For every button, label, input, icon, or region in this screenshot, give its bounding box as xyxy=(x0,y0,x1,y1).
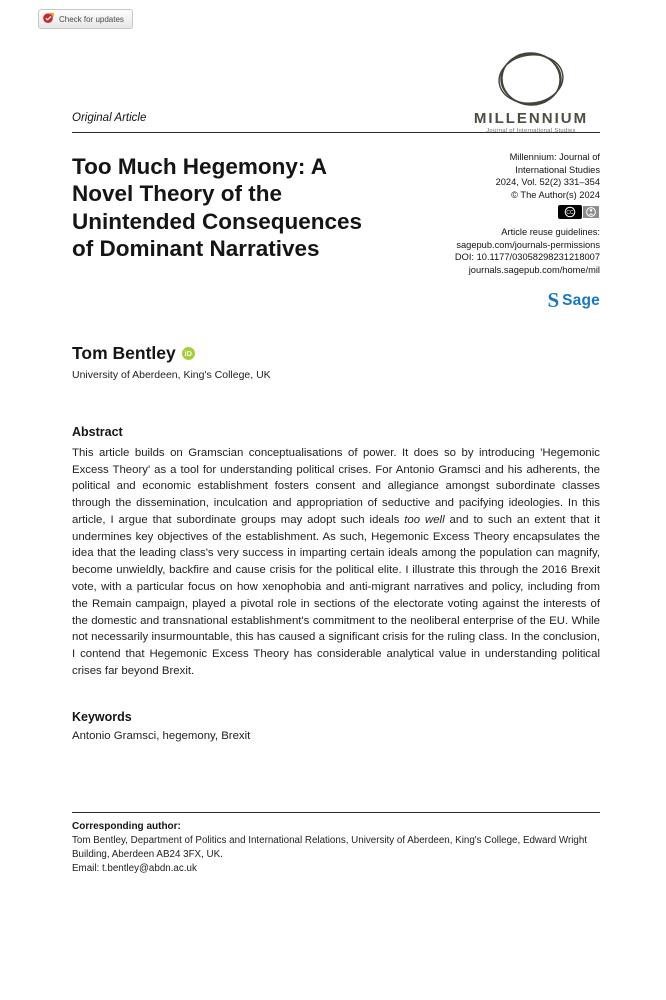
article-title: Too Much Hegemony: A Novel Theory of the Unintended Consequences of Dominant Narratives xyxy=(72,154,363,262)
meta-reuse-guidelines: Article reuse guidelines: xyxy=(501,227,600,238)
article-type-label: Original Article xyxy=(72,112,147,124)
keywords-heading: Keywords xyxy=(72,709,132,724)
check-for-updates-button[interactable] xyxy=(38,9,133,29)
keywords-section xyxy=(72,710,600,742)
millennium-logo xyxy=(456,50,606,134)
journal-logo-subtitle: Journal of International Studies xyxy=(486,128,576,134)
meta-homepage-link[interactable]: journals.sagepub.com/home/mil xyxy=(468,265,600,276)
meta-journal-name-2: International Studies xyxy=(515,164,600,175)
svg-text:CC: CC xyxy=(566,209,574,216)
author-block xyxy=(72,343,600,381)
crossmark-icon xyxy=(43,12,55,26)
sage-logo-s-icon: S xyxy=(547,287,560,312)
abstract-heading: Abstract xyxy=(72,424,123,439)
sage-logo-wordmark: Sage xyxy=(562,291,600,309)
meta-journal-name-1: Millennium: Journal of xyxy=(509,152,600,162)
corresponding-author-email[interactable]: Email: t.bentley@abdn.ac.uk xyxy=(72,863,197,875)
sage-logo xyxy=(382,287,600,312)
footer-rule xyxy=(72,812,600,813)
millennium-circle-icon xyxy=(456,50,606,108)
journal-meta-column xyxy=(382,151,600,311)
abstract-section xyxy=(72,425,600,680)
meta-volume: 2024, Vol. 52(2) 331–354 xyxy=(495,177,600,188)
abstract-text xyxy=(72,445,600,680)
author-name: Tom Bentley xyxy=(72,342,176,363)
keywords-list: Antonio Gramsci, hegemony, Brexit xyxy=(72,729,251,742)
check-for-updates-label: Check for updates xyxy=(59,14,124,24)
author-name-row xyxy=(72,343,600,364)
meta-permissions-link[interactable]: sagepub.com/journals-permissions xyxy=(456,239,600,250)
corresponding-author-address: Tom Bentley, Department of Politics and International Relations, University of Aberdeen, King's College, Edward Wright Building, Aberdeen AB24 3FX, UK. xyxy=(72,835,588,861)
cc-by-license-icon[interactable] xyxy=(558,205,600,223)
meta-doi-link[interactable]: DOI: 10.1177/03058298231218007 xyxy=(454,252,600,263)
corresponding-author-heading: Corresponding author: xyxy=(72,821,181,832)
author-affiliation: University of Aberdeen, King's College, UK xyxy=(72,368,271,381)
orcid-icon[interactable]: iD xyxy=(182,347,195,360)
journal-logo-name: MILLENNIUM xyxy=(473,110,589,127)
abstract-text-part1: This article builds on Gramscian conceptualisations of power. It does so by introducing 'Hegemonic Excess Theory' as a tool for understanding political crises. For Antonio Gramsci and his adherents, the political and economic establishment fosters consent and allegiance amongst subordinate classes through the dissemination, inculcation and appropriation of seductive and pacifying ideologies. In this article, I argue that subordinate groups may adopt such ideals xyxy=(72,446,600,526)
title-meta-row xyxy=(72,151,600,311)
corresponding-author-footnote xyxy=(72,812,600,877)
abstract-text-part2: and to such an extent that it undermines key objectives of the establishment. As such, Hegemonic Excess Theory encapsulates the idea that the leading class's very success in imparting certain ideals among the population can magnify, become unwieldly, backfire and cause crisis for the political elite. I illustrate this through the 2016 Brexit vote, with a particular focus on how xenophobia and anti-migrant narratives and policy, including from the Remain campaign, played a pivotal role in sections of the electorate voting against the interests of the domestic and transnational establishment's commitment to the neoliberal enterprise of the EU. While not necessarily insurmountable, this has caused a significant crisis for the ruling class. In the conclusion, I contend that Hegemonic Excess Theory has considerable analytical value in understanding political crises far beyond Brexit. xyxy=(72,513,600,677)
abstract-text-italic: too well xyxy=(404,513,445,526)
meta-copyright: © The Author(s) 2024 xyxy=(511,189,600,200)
